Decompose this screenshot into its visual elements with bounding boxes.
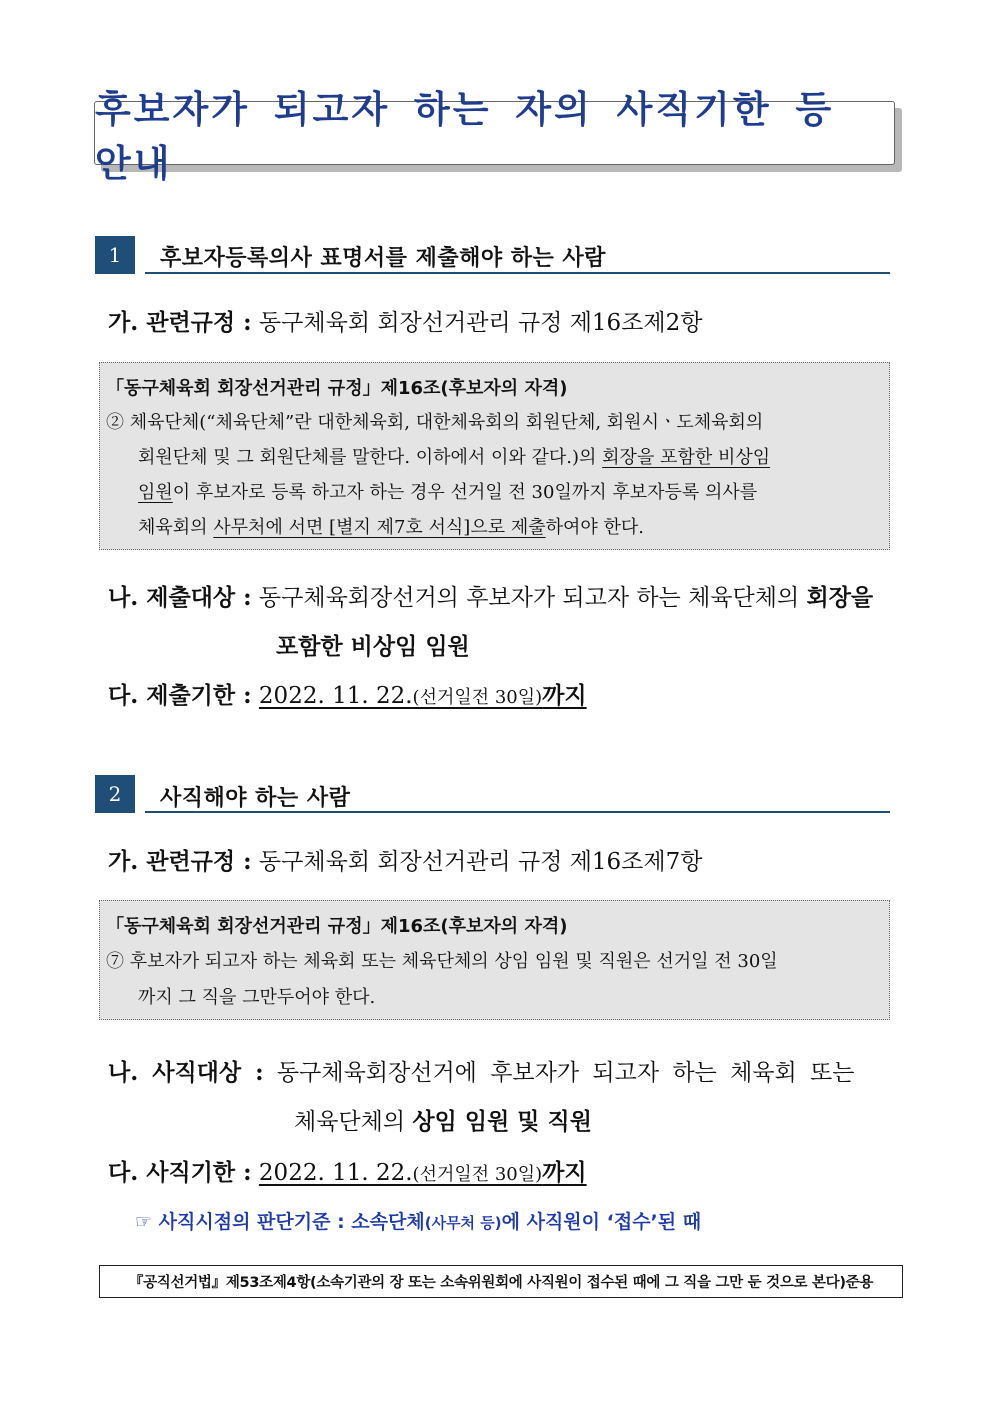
na-text: 체육단체의 — [294, 1109, 413, 1135]
section-2-da-label: 다. 사직기한 : — [108, 1159, 252, 1186]
section-2-reg-line-1: ⑦ 후보자가 되고자 하는 체육회 또는 체육단체의 상임 임원 및 직원은 선거일 전 30일 — [106, 951, 778, 972]
section-1-number: 1 — [108, 243, 122, 267]
page-title-box — [94, 88, 895, 185]
footer-reference-box — [99, 1265, 903, 1298]
section-1-ga-label: 가. 관련규정 : — [108, 309, 252, 336]
note-text-small: (사무처 등) — [424, 1214, 502, 1232]
section-2-da-value — [259, 1160, 587, 1186]
resignation-criteria-note — [135, 1207, 701, 1234]
deadline-note: (선거일전 30일) — [412, 1164, 543, 1185]
section-2-item-da — [108, 1154, 587, 1187]
reg-underlined-text: 사무처에 서면 [별지 제7호 서식]으로 제출 — [213, 517, 546, 538]
section-1-da-label: 다. 제출기한 : — [108, 682, 252, 709]
section-1-reg-line-3 — [138, 478, 757, 504]
deadline-suffix: 까지 — [542, 682, 587, 709]
footer-reference-text: 『공직선거법』제53조제4항(소속기관의 장 또는 소속위원회에 사직원이 접수된 때에 그 직을 그만 둔 것으로 본다)준용 — [128, 1275, 874, 1291]
section-2-number: 2 — [108, 782, 122, 806]
reg-underlined-text: 회장을 포함한 비상임 — [602, 447, 771, 468]
section-1-reg-header: 「동구체육회 회장선거관리 규정」제16조(후보자의 자격) — [106, 378, 568, 399]
reg-text: 하여야 한다. — [545, 517, 644, 538]
reg-text: 이 후보자로 등록 하고자 하는 경우 선거일 전 30일까지 후보자등록 의사를 — [172, 482, 758, 503]
section-2-item-na — [108, 1054, 855, 1087]
note-text: 에 사직원이 ‘접수’된 때 — [501, 1211, 702, 1233]
reg-underlined-text: 임원 — [138, 482, 173, 503]
reg-text: 회원단체 및 그 회원단체를 말한다. 이하에서 이와 같다.)의 — [138, 447, 603, 468]
section-2-reg-header: 「동구체육회 회장선거관리 규정」제16조(후보자의 자격) — [106, 916, 568, 937]
section-1-reg-line-1: ② 체육단체(“체육단체”란 대한체육회, 대한체육회의 회원단체, 회원시ㆍ도체육회의 — [106, 412, 764, 433]
section-2-na-label: 나. 사직대상 : — [108, 1059, 264, 1086]
section-1-number-badge — [95, 236, 135, 274]
section-1-na-value: 동구체육회장선거의 후보자가 되고자 하는 체육단체의 — [258, 585, 807, 611]
section-1-na-value-bold: 회장을 — [806, 584, 874, 611]
note-text: 사직시점의 판단기준 : 소속단체 — [158, 1211, 425, 1233]
section-1-reg-line-2 — [138, 443, 770, 469]
section-1-item-da — [108, 677, 587, 710]
section-2-ga-value: 동구체육회 회장선거관리 규정 제16조제7항 — [258, 849, 703, 875]
section-2-na-value: 동구체육회장선거에 후보자가 되고자 하는 체육회 또는 — [276, 1060, 855, 1086]
section-1-na-value-line-2: 포함한 비상임 임원 — [276, 633, 470, 660]
section-1-underline — [145, 272, 890, 274]
section-2-na-value-line-2 — [294, 1103, 592, 1136]
deadline-date: 2022. 11. 22. — [258, 683, 413, 709]
pointing-hand-icon: ☞ — [135, 1211, 153, 1233]
section-1-ga-value: 동구체육회 회장선거관리 규정 제16조제2항 — [258, 310, 703, 336]
reg-text: 체육회의 — [138, 517, 214, 538]
section-2-title: 사직해야 하는 사람 — [160, 786, 351, 811]
section-2-reg-line-2: 까지 그 직을 그만두어야 한다. — [138, 987, 376, 1008]
section-2-ga-label: 가. 관련규정 : — [108, 848, 252, 875]
section-1-na-label: 나. 제출대상 : — [108, 584, 252, 611]
page-title: 후보자가 되고자 하는 자의 사직기한 등 안내 — [95, 88, 835, 185]
section-1-da-value — [259, 683, 587, 709]
na-text-bold: 상임 임원 및 직원 — [412, 1108, 592, 1135]
deadline-note: (선거일전 30일) — [412, 687, 543, 708]
deadline-suffix: 까지 — [542, 1159, 587, 1186]
deadline-date: 2022. 11. 22. — [258, 1160, 413, 1186]
section-1-item-na — [108, 579, 873, 612]
section-1-reg-line-4 — [138, 513, 644, 539]
section-2-number-badge — [95, 775, 135, 813]
section-2-underline — [145, 811, 890, 813]
section-1-item-ga — [108, 304, 702, 337]
section-2-item-ga — [108, 843, 702, 876]
section-1-title: 후보자등록의사 표명서를 제출해야 하는 사람 — [160, 246, 606, 271]
